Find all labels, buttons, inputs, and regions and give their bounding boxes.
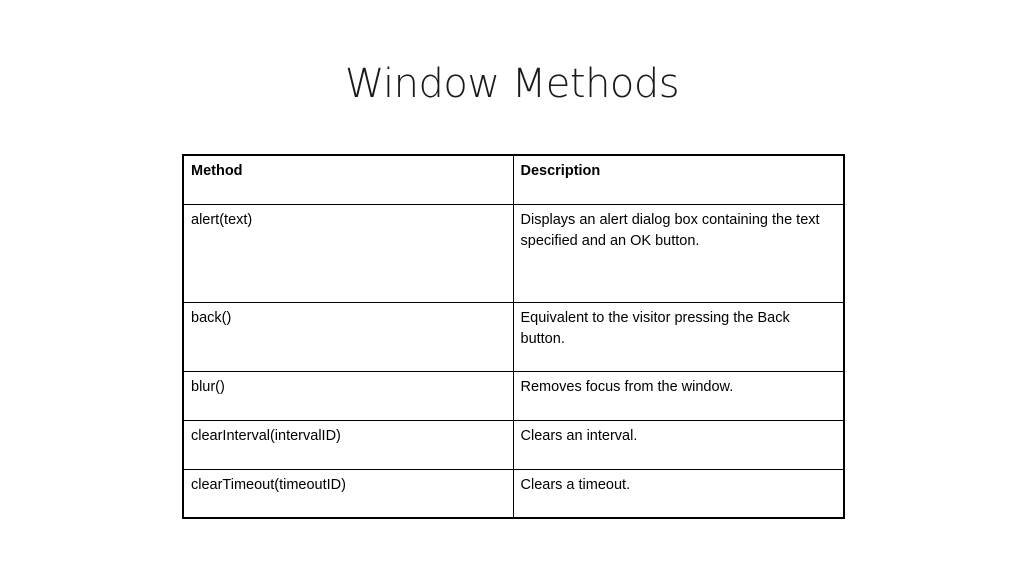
column-header-method: Method [183, 155, 513, 204]
page-title: Window Methods [344, 61, 680, 107]
description-cell: Removes focus from the window. [513, 371, 844, 420]
method-cell: alert(text) [183, 204, 513, 302]
table-row [183, 469, 844, 518]
methods-table [182, 154, 845, 519]
description-cell: Equivalent to the visitor pressing the Back button. [513, 302, 844, 371]
column-header-description: Description [513, 155, 844, 204]
method-cell: clearTimeout(timeoutID) [183, 469, 513, 518]
description-cell: Clears an interval. [513, 420, 844, 469]
table-row [183, 420, 844, 469]
description-cell: Clears a timeout. [513, 469, 844, 518]
table-row [183, 302, 844, 371]
description-cell: Displays an alert dialog box containing the text specified and an OK button. [513, 204, 844, 302]
table-header-row [183, 155, 844, 204]
method-cell: clearInterval(intervalID) [183, 420, 513, 469]
method-cell: blur() [183, 371, 513, 420]
table-row [183, 204, 844, 302]
table-row [183, 371, 844, 420]
method-cell: back() [183, 302, 513, 371]
